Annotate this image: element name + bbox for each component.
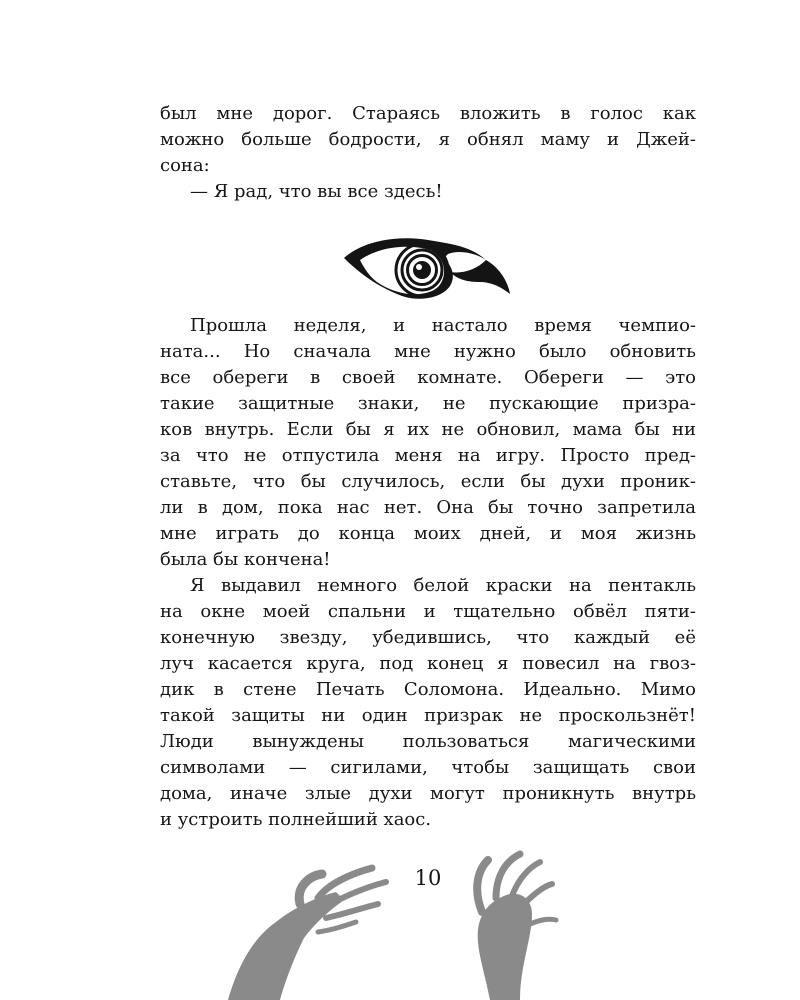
text-line: такой защиты ни один призрак не проскользнёт! <box>160 705 696 726</box>
text-line: Люди вынуждены пользоваться магическими <box>160 731 696 752</box>
shadow-hands-icon <box>0 840 800 1000</box>
dialogue-line: — Я рад, что вы все здесь! <box>190 181 443 202</box>
text-block-main <box>160 313 696 833</box>
text-line: был мне дорог. Стараясь вложить в голос как <box>160 103 696 124</box>
text-block-top <box>160 101 696 205</box>
text-line: мне играть до конца моих дней, и моя жизнь <box>160 523 696 544</box>
text-line: символами — сигилами, чтобы защищать свои <box>160 757 696 778</box>
text-line: все обереги в своей комнате. Обереги — это <box>160 367 696 388</box>
text-line: ков внутрь. Если бы я их не обновил, мама бы ни <box>160 419 696 440</box>
text-line: ната... Но сначала мне нужно было обновить <box>160 341 696 362</box>
eye-ornament-icon <box>340 232 512 304</box>
text-line: была бы кончена! <box>160 549 331 570</box>
text-line: Я выдавил немного белой краски на пентакль <box>190 575 696 596</box>
text-line: дик в стене Печать Соломона. Идеально. Мимо <box>160 679 696 700</box>
text-line: сона: <box>160 155 210 176</box>
text-line: и устроить полнейший хаос. <box>160 809 432 830</box>
text-line: конечную звезду, убедившись, что каждый её <box>160 627 696 648</box>
text-line: ли в дом, пока нас нет. Она бы точно запретила <box>160 497 696 518</box>
text-line: ставьте, что бы случилось, если бы духи проник- <box>160 471 696 492</box>
text-line: такие защитные знаки, не пускающие призра- <box>160 393 696 414</box>
text-line: луч касается круга, под конец я повесил на гвоз- <box>160 653 696 674</box>
text-line: на окне моей спальни и тщательно обвёл пяти- <box>160 601 696 622</box>
page-number: 10 <box>414 866 442 890</box>
text-line: за что не отпустила меня на игру. Просто пред- <box>160 445 696 466</box>
text-line: можно больше бодрости, я обнял маму и Джей- <box>160 129 696 150</box>
text-line: Прошла неделя, и настало время чемпио- <box>190 315 696 336</box>
text-line: дома, иначе злые духи могут проникнуть внутрь <box>160 783 696 804</box>
